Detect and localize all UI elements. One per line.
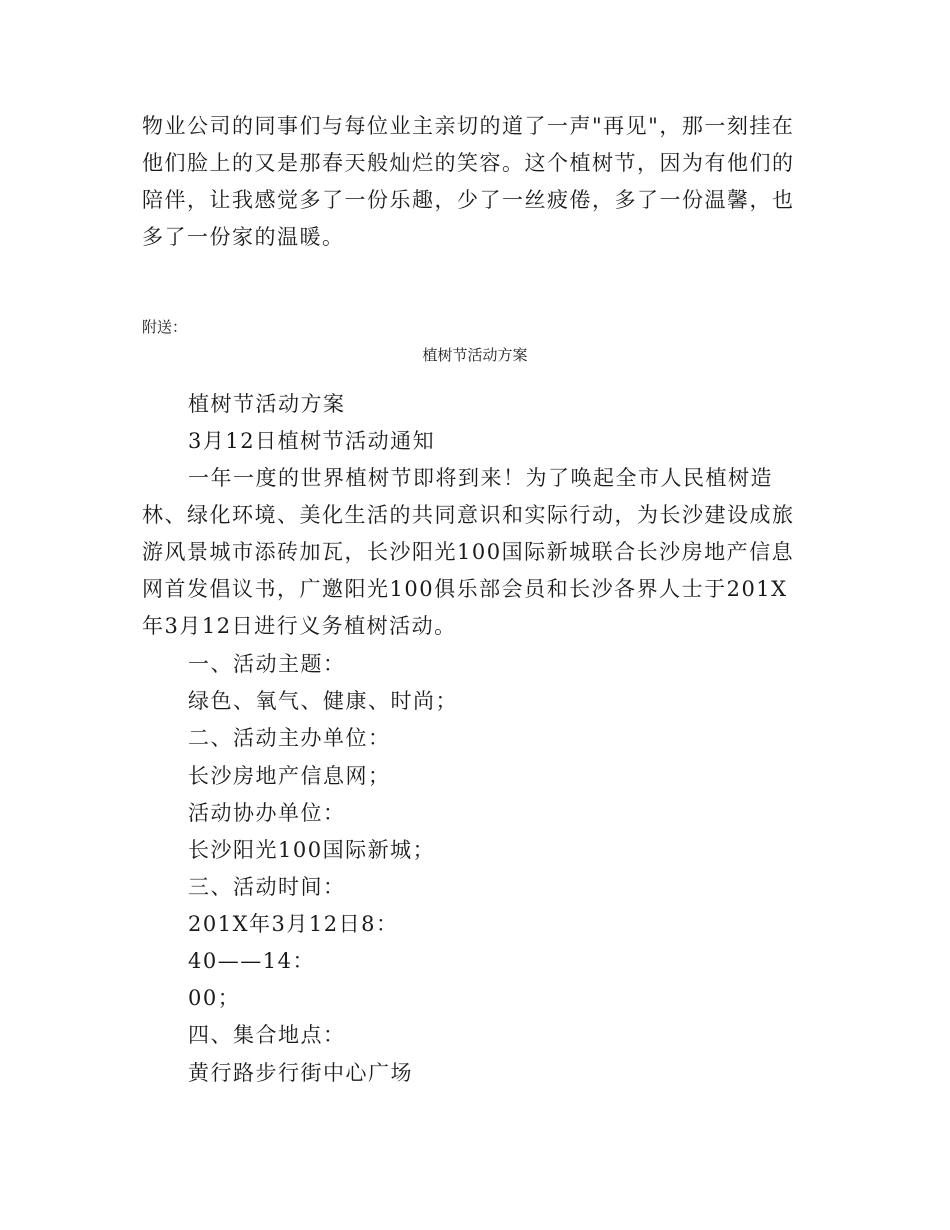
section1-value: 绿色、氧气、健康、时尚； xyxy=(188,689,458,713)
section3-title: 三、活动时间： xyxy=(188,875,346,899)
plan-heading: 植树节活动方案 xyxy=(188,392,346,416)
notice-heading: 3月12日植树节活动通知 xyxy=(188,429,436,453)
intro-paragraph: 物业公司的同事们与每位业主亲切的道了一声"再见"，那一刻挂在他们脸上的又是那春天般灿烂的笑容。这个植树节，因为有他们的陪伴，让我感觉多了一份乐趣，少了一丝疲倦，多了一份温馨，也多了一份家的温暖。 xyxy=(142,114,795,249)
co-organizer-value: 长沙阳光100国际新城； xyxy=(188,838,436,862)
co-organizer-title: 活动协办单位： xyxy=(188,801,346,825)
section1-title: 一、活动主题： xyxy=(188,652,346,676)
time-line-3: 00； xyxy=(188,986,241,1010)
time-line-1: 201X年3月12日8： xyxy=(188,912,399,936)
section4-title: 四、集合地点： xyxy=(188,1023,346,1047)
main-paragraph: 一年一度的世界植树节即将到来！为了唤起全市人民植树造林、绿化环境、美化生活的共同意识和实际行动，为长沙建设成旅游风景城市添砖加瓦，长沙阳光100国际新城联合长沙房地产信息网首发倡议书，广邀阳光100俱乐部会员和长沙各界人士于201X年3月12日进行义务植树活动。 xyxy=(142,466,795,638)
appendix-label: 附送： xyxy=(142,318,188,336)
section4-value: 黄行路步行街中心广场 xyxy=(188,1061,413,1085)
document-title: 植树节活动方案 xyxy=(422,346,528,364)
section2-title: 二、活动主办单位： xyxy=(188,726,391,750)
time-line-2: 40——14： xyxy=(188,949,315,973)
section2-value: 长沙房地产信息网； xyxy=(188,764,391,788)
